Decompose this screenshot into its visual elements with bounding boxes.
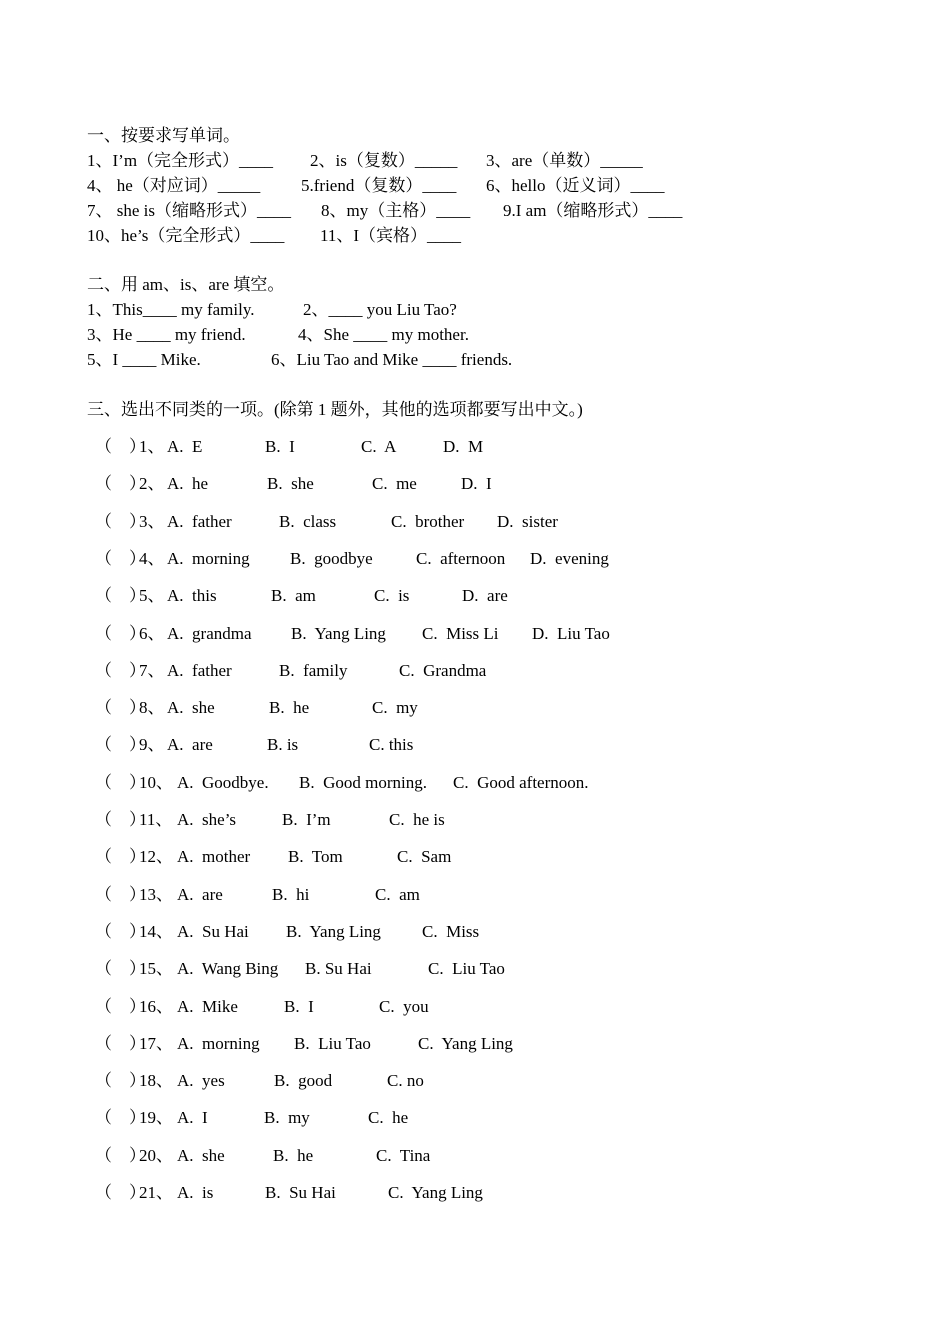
option-text: A. he [167,474,209,493]
answer-bracket: （ ） [95,847,146,866]
question-number: 11、 [139,810,173,829]
option-text: B. I [265,437,295,456]
answer-bracket: （ ） [95,437,146,456]
fill-in-item: 3、are（单数）_____ [486,151,643,170]
option-text: C. no [387,1071,424,1090]
option-text: A. are [177,885,223,904]
fill-in-item: 9.I am（缩略形式）____ [503,201,683,220]
option-text: A. morning [177,1034,260,1053]
option-text: D. Liu Tao [532,624,610,643]
question-number: 21、 [139,1183,173,1202]
answer-bracket: （ ） [95,586,146,605]
option-text: B. she [267,474,314,493]
question-number: 4、 [139,549,165,568]
answer-bracket: （ ） [95,512,146,531]
answer-bracket: （ ） [95,922,146,941]
option-text: B. I [284,997,314,1016]
fill-in-item: 5、I ____ Mike. [87,350,201,369]
fill-in-item: 6、Liu Tao and Mike ____ friends. [271,350,513,369]
option-text: C. A [361,437,397,456]
fill-in-item: 11、I（宾格）____ [320,226,462,245]
answer-bracket: （ ） [95,1183,146,1202]
answer-bracket: （ ） [95,1146,146,1165]
fill-in-item: 7、 she is（缩略形式）____ [87,201,291,220]
answer-bracket: （ ） [95,1071,146,1090]
fill-in-item: 1、This____ my family. [87,300,255,319]
section-3-title: 三、选出不同类的一项。(除第 1 题外，其他的选项都要写出中文。) [87,400,583,419]
fill-in-item: 8、my（主格）____ [321,201,471,220]
option-text: C. Grandma [399,661,487,680]
option-text: D. are [462,586,508,605]
option-text: B. goodbye [290,549,373,568]
option-text: D. evening [530,549,609,568]
option-text: B. hi [272,885,310,904]
answer-bracket: （ ） [95,959,146,978]
fill-in-item: 4、 he（对应词）_____ [87,176,261,195]
option-text: A. grandma [167,624,252,643]
option-text: A. yes [177,1071,225,1090]
option-text: B. class [279,512,337,531]
option-text: B. good [274,1071,333,1090]
option-text: C. am [375,885,420,904]
option-text: C. he [368,1108,409,1127]
option-text: D. I [461,474,492,493]
option-text: A. mother [177,847,251,866]
option-text: B. Good morning. [299,773,427,792]
fill-in-item: 4、She ____ my mother. [298,325,469,344]
question-number: 19、 [139,1108,173,1127]
option-text: C. Miss Li [422,624,499,643]
answer-bracket: （ ） [95,624,146,643]
answer-bracket: （ ） [95,773,146,792]
fill-in-item: 3、He ____ my friend. [87,325,246,344]
option-text: C. Liu Tao [428,959,505,978]
option-text: C. my [372,698,418,717]
option-text: C. Tina [376,1146,431,1165]
answer-bracket: （ ） [95,885,146,904]
option-text: A. are [167,735,213,754]
option-text: A. Goodbye. [177,773,269,792]
question-number: 17、 [139,1034,173,1053]
option-text: C. afternoon [416,549,506,568]
question-number: 7、 [139,661,165,680]
option-text: C. me [372,474,417,493]
answer-bracket: （ ） [95,698,146,717]
option-text: B. Su Hai [305,959,372,978]
option-text: A. this [167,586,217,605]
option-text: B. Tom [288,847,343,866]
option-text: C. is [374,586,410,605]
question-number: 5、 [139,586,165,605]
option-text: C. this [369,735,414,754]
option-text: B. Yang Ling [291,624,386,643]
option-text: B. is [267,735,299,754]
option-text: A. morning [167,549,250,568]
answer-bracket: （ ） [95,997,146,1016]
option-text: A. Wang Bing [177,959,279,978]
answer-bracket: （ ） [95,1108,146,1127]
option-text: B. I’m [282,810,331,829]
question-number: 3、 [139,512,165,531]
option-text: B. Liu Tao [294,1034,371,1053]
question-number: 16、 [139,997,173,1016]
option-text: A. Mike [177,997,238,1016]
answer-bracket: （ ） [95,549,146,568]
option-text: B. my [264,1108,310,1127]
option-text: A. Su Hai [177,922,249,941]
option-text: A. she [177,1146,225,1165]
option-text: A. father [167,661,232,680]
answer-bracket: （ ） [95,735,146,754]
question-number: 2、 [139,474,165,493]
question-number: 8、 [139,698,165,717]
question-number: 6、 [139,624,165,643]
fill-in-item: 2、is（复数）_____ [310,151,458,170]
option-text: B. Su Hai [265,1183,336,1202]
option-text: A. father [167,512,232,531]
option-text: A. is [177,1183,214,1202]
option-text: D. M [443,437,484,456]
question-number: 9、 [139,735,165,754]
option-text: B. he [269,698,310,717]
option-text: A. I [177,1108,208,1127]
answer-bracket: （ ） [95,661,146,680]
answer-bracket: （ ） [95,810,146,829]
option-text: C. brother [391,512,465,531]
question-number: 13、 [139,885,173,904]
option-text: C. Miss [422,922,480,941]
option-text: C. Sam [397,847,452,866]
fill-in-item: 5.friend（复数）____ [301,176,457,195]
question-number: 15、 [139,959,173,978]
question-number: 1、 [139,437,165,456]
fill-in-item: 1、I’m（完全形式）____ [87,151,274,170]
option-text: C. Yang Ling [388,1183,483,1202]
option-text: C. Good afternoon. [453,773,589,792]
answer-bracket: （ ） [95,1034,146,1053]
option-text: B. family [279,661,348,680]
option-text: C. Yang Ling [418,1034,513,1053]
fill-in-item: 10、he’s（完全形式）____ [87,226,285,245]
question-number: 12、 [139,847,173,866]
option-text: A. she [167,698,215,717]
question-number: 10、 [139,773,173,792]
option-text: B. he [273,1146,314,1165]
question-number: 20、 [139,1146,173,1165]
fill-in-item: 6、hello（近义词）____ [486,176,665,195]
option-text: C. he is [389,810,445,829]
answer-bracket: （ ） [95,474,146,493]
option-text: B. am [271,586,316,605]
question-number: 14、 [139,922,173,941]
option-text: D. sister [497,512,558,531]
option-text: B. Yang Ling [286,922,381,941]
option-text: C. you [379,997,429,1016]
section-1-title: 一、按要求写单词。 [87,126,240,145]
option-text: A. she’s [177,810,237,829]
option-text: A. E [167,437,203,456]
section-2-title: 二、用 am、is、are 填空。 [87,275,285,294]
fill-in-item: 2、____ you Liu Tao? [303,300,457,319]
question-number: 18、 [139,1071,173,1090]
